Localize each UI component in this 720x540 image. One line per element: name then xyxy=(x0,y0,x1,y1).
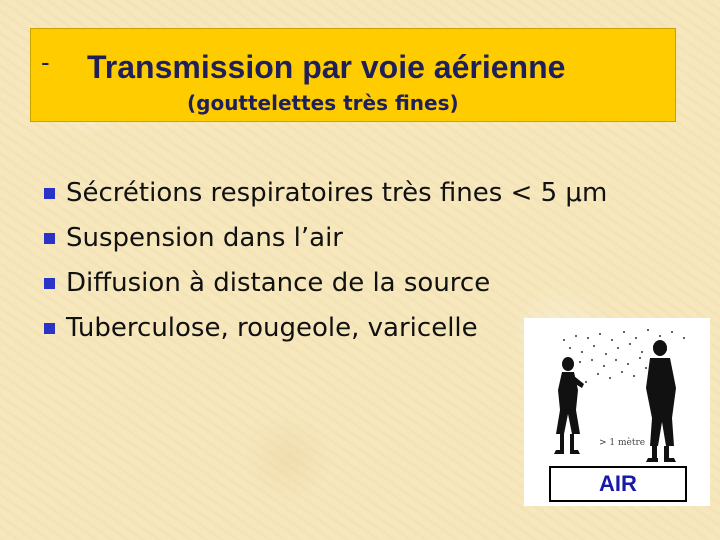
bullet-item xyxy=(44,176,607,221)
bullet-text: Suspension dans l’air xyxy=(66,223,343,253)
bullet-list xyxy=(44,176,607,356)
person-right-icon xyxy=(646,340,676,462)
slide-title: Transmission par voie aérienne xyxy=(87,49,566,85)
person-left-icon xyxy=(554,357,584,454)
bullet-text: Diffusion à distance de la source xyxy=(66,268,491,298)
air-label: AIR xyxy=(599,471,637,496)
title-box xyxy=(30,28,676,122)
square-bullet-icon xyxy=(44,323,55,334)
square-bullet-icon xyxy=(44,188,55,199)
title-dash: - xyxy=(41,47,50,77)
bullet-item xyxy=(44,311,607,356)
distance-caption: > 1 mètre xyxy=(599,438,646,448)
slide-subtitle: (gouttelettes très fines) xyxy=(187,91,459,115)
bullet-item xyxy=(44,221,607,266)
air-label-box xyxy=(549,466,687,502)
bullet-text: Sécrétions respiratoires très fines < 5 μm xyxy=(66,178,608,208)
bullet-text: Tuberculose, rougeole, varicelle xyxy=(66,313,478,343)
square-bullet-icon xyxy=(44,278,55,289)
bullet-item xyxy=(44,266,607,311)
square-bullet-icon xyxy=(44,233,55,244)
